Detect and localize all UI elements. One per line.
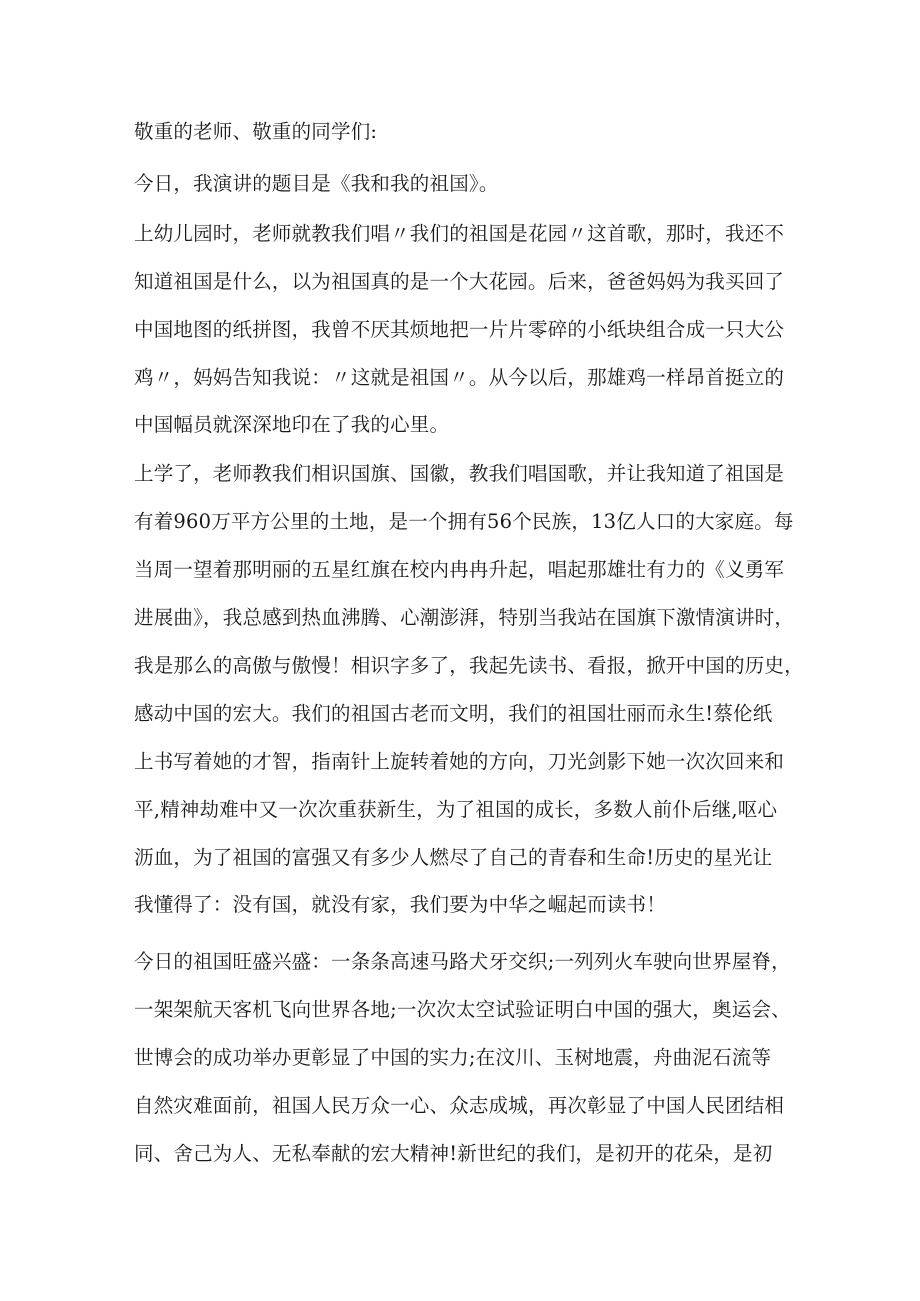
- paragraph-3-line: 自然灾难面前，祖国人民万众一心、众志成城，再次彰显了中国人民团结相: [134, 1094, 785, 1117]
- paragraph-2-line: 上学了，老师教我们相识国旗、国徽，教我们唱国歌，并让我知道了祖国是: [134, 462, 785, 485]
- paragraph-2-line: 我是那么的高傲与傲慢！相识字多了，我起先读书、看报，掀开中国的历史，: [134, 654, 804, 677]
- salutation: 敬重的老师、敬重的同学们:: [134, 120, 378, 143]
- paragraph-3-line: 今日的祖国旺盛兴盛：一条条高速马路犬牙交织;一列列火车驶向世界屋脊，: [134, 950, 791, 973]
- paragraph-2-line: 沥血，为了祖国的富强又有多少人燃尽了自己的青春和生命!历史的星光让: [134, 846, 773, 869]
- paragraph-3-line: 世博会的成功举办更彰显了中国的实力;在汶川、玉树地震，舟曲泥石流等: [134, 1046, 772, 1069]
- paragraph-3-line: 一架架航天客机飞向世界各地;一次次太空试验证明白中国的强大，奥运会、: [134, 998, 791, 1021]
- speech-intro: 今日，我演讲的题目是《我和我的祖国》。: [134, 172, 499, 195]
- paragraph-1-line: 鸡〃，妈妈告知我说：〃这就是祖国〃。从今以后，那雄鸡一样昂首挺立的: [134, 366, 785, 389]
- paragraph-2-line: 感动中国的宏大。我们的祖国古老而文明，我们的祖国壮丽而永生!蔡伦纸: [134, 702, 773, 725]
- paragraph-1-line: 知道祖国是什么，以为祖国真的是一个大花园。后来，爸爸妈妈为我买回了: [134, 270, 785, 293]
- paragraph-2-line: 进展曲》，我总感到热血沸腾、心潮澎湃，特别当我站在国旗下激情演讲时，: [134, 606, 795, 629]
- paragraph-2-line: 我懂得了：没有国，就没有家，我们要为中华之崛起而读书！: [134, 893, 666, 916]
- paragraph-1-line: 上幼儿园时，老师就教我们唱〃我们的祖国是花园〃这首歌，那时，我还不: [134, 222, 785, 245]
- paragraph-2-line: 上书写着她的才智，指南针上旋转着她的方向，刀光剑影下她一次次回来和: [134, 750, 785, 773]
- paragraph-1-line: 中国幅员就深深地印在了我的心里。: [134, 413, 450, 436]
- paragraph-2-line: 平,精神劫难中又一次次重获新生，为了祖国的成长，多数人前仆后继,呕心: [134, 798, 778, 821]
- paragraph-2-line: 有着960万平方公里的土地，是一个拥有56个民族，13亿人口的大家庭。每: [134, 510, 794, 533]
- paragraph-2-line: 当周一望着那明丽的五星红旗在校内冉冉升起，唱起那雄壮有力的《义勇军: [134, 558, 785, 581]
- paragraph-1-line: 中国地图的纸拼图，我曾不厌其烦地把一片片零碎的小纸块组合成一只大公: [134, 318, 785, 341]
- paragraph-3-line: 同、舍己为人、无私奉献的宏大精神!新世纪的我们，是初开的花朵，是初: [134, 1142, 773, 1165]
